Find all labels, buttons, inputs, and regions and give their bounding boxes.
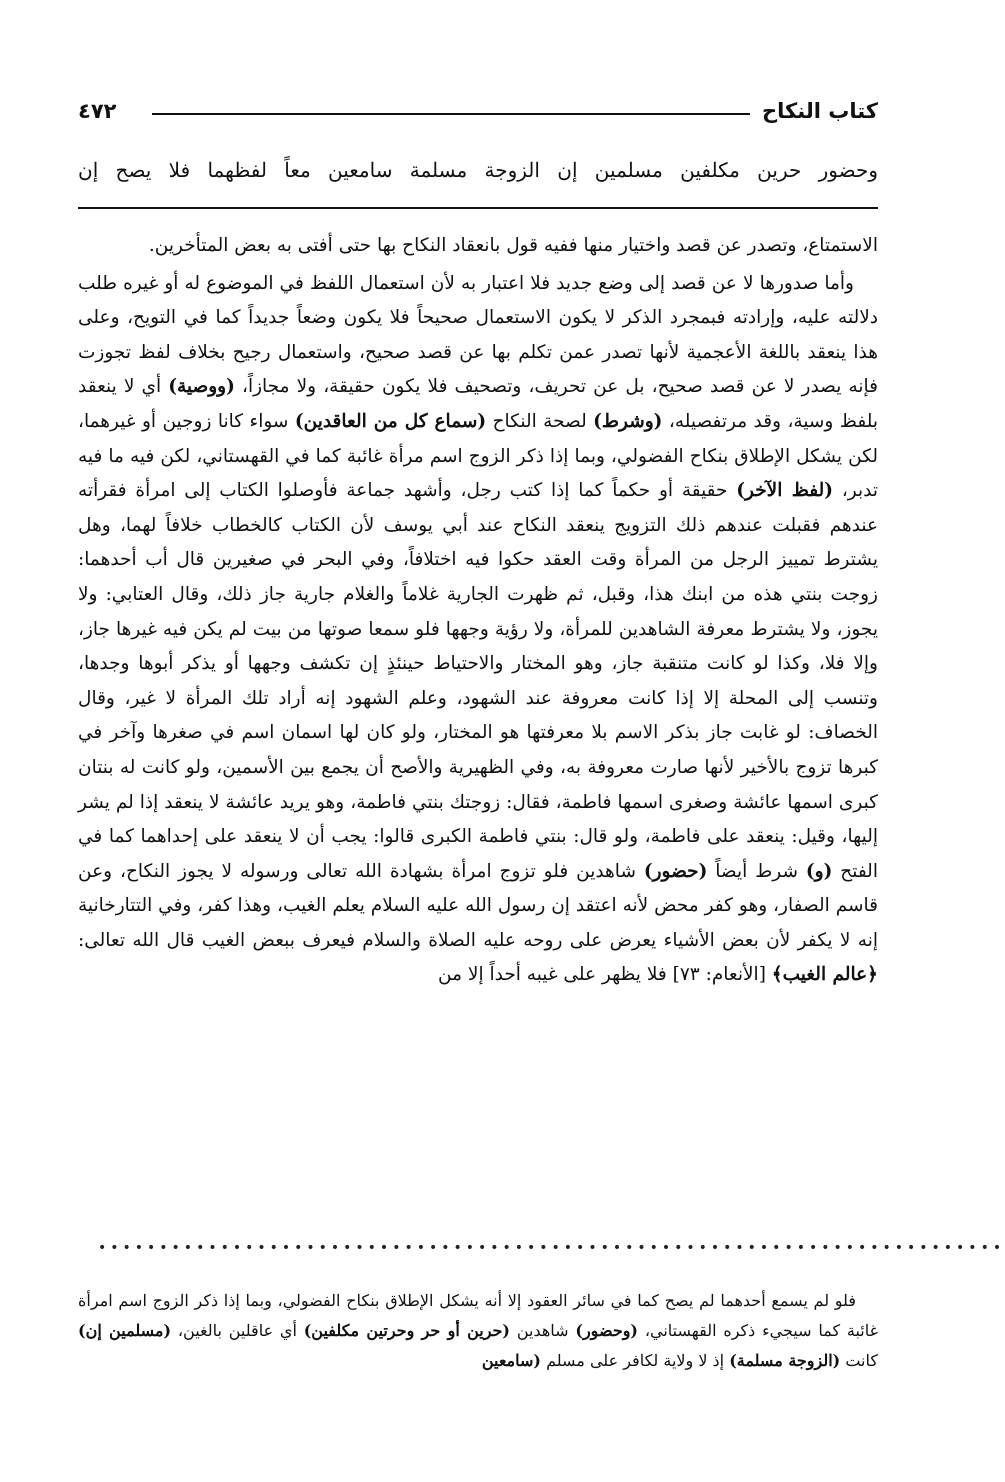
text-run: شرط أيضاً xyxy=(715,860,798,882)
matn-quote: (لفظ الآخر) xyxy=(736,480,834,502)
text-run: كانت xyxy=(845,1351,878,1370)
text-run: حقيقة أو حكماً كما إذا كتب رجل، وأشهد جماعة فأوصلوا الكتاب إلى امرأة فقرأته عندهم فقبلت عندهم ذلك التزويج ينعقد النكاح عند أبي يوسف لأن الكتاب كالخطاب خلافاً لهما، وهل يشترط تمييز الرجل من المرأة وقت العقد حكوا فيه اختلافاً، وفي البحر في صغيرين قال أب أحدهما: زوجت بنتي هذه من ابنك هذا، وقبل، ثم ظهرت الجارية غلاماً والغلام جارية جاز ذلك، وقال العتابي: ولا يجوز، ولا يشترط معرفة الشاهدين للمرأة، ولا رؤية وجهها فلو سمعا صوتها من بيت لم يكن فيه غيرها جاز، وإلا فلا، وكذا لو كانت متنقبة جاز، وهو المختار والاحتياط حينئذٍ إن تكشف وجهها أو يذكر أبوها وجدها، وتنسب إلى المحلة إلا إذا كانت معروفة عند الشهود، وعلم الشهود إنه أراد تلك المرأة لا غير، وقال الخصاف: لو غابت جاز بذكر الاسم بلا معرفتها هو المختار، ولو كان لها اسمان اسم في صغرها وآخر في كبرها تزوج بالأخير لأنها صارت معروفة به، وفي الظهيرية والأصح أن يجمع بين الأسمين، ولو كانت له بنتان كبرى اسمها عائشة وصغرى اسمها فاطمة، فقال: زوجتك بنتي فاطمة، وهو يريد عائشة لا ينعقد إذا لم يشر إليها، وقيل: ينعقد على فاطمة، ولو قال: بنتي فاطمة الكبرى قالوا: يجب أن لا ينعقد على إحداهما كما في الفتح xyxy=(78,480,878,882)
page-number: ٤٧٢ xyxy=(78,99,117,123)
matn-quote: (الزوجة مسلمة) xyxy=(729,1351,841,1370)
matn-divider xyxy=(78,207,878,209)
matn-quote: (وحضور) xyxy=(575,1321,638,1340)
matn-quote: (سماع كل من العاقدين) xyxy=(294,410,487,432)
matn-quote: (مسلمين إن) xyxy=(78,1321,172,1340)
footnote-commentary xyxy=(78,1286,878,1376)
header-rule xyxy=(152,113,750,115)
text-run: فلو لم يسمع أحدهما لم يصح كما في سائر العقود إلا أنه يشكل الإطلاق بنكاح الفضولي، وبما إذا ذكر الزوج اسم امرأة غائبة كما سيجيء ذكره القهستاني، xyxy=(78,1291,878,1340)
text-run: لصحة النكاح xyxy=(492,410,587,432)
matn-quote: (وشرط) xyxy=(593,410,663,432)
commentary-body xyxy=(78,229,878,993)
quran-quote: ﴿عالم الغيب﴾ xyxy=(771,964,878,986)
text-run: أي لا ينعقد بلفظ وسية، وقد مرتفصيله، xyxy=(78,376,878,432)
text-run: سواء كانا زوجين أو غيرهما، لكن يشكل الإطلاق بنكاح الفضولي، وبما إذا ذكر الزوج اسم مرأة غائبة كما في القهستاني، لكن فيه ما فيه تدبر، xyxy=(78,410,878,502)
chapter-title: كتاب النكاح xyxy=(762,99,878,123)
text-run: إذ لا ولاية لكافر على مسلم xyxy=(546,1351,725,1370)
matn-quote: (ووصية) xyxy=(168,376,235,398)
matn-quote: (سامعين xyxy=(481,1351,541,1370)
matn-quote: (حرين أو حر وحرتين مكلفين) xyxy=(303,1321,510,1340)
commentary-paragraph-1: الاستمتاع، وتصدر عن قصد واختيار منها ففيه قول بانعقاد النكاح بها حتى أفتى به بعض المتأخرين. xyxy=(148,235,878,256)
matn-quote: (و) xyxy=(805,860,833,882)
quran-reference: [الأنعام: ٧٣] xyxy=(672,964,766,986)
text-run: وأما صدورها لا عن قصد إلى وضع جديد فلا اعتبار به لأن استعمال اللفظ في الموضوع له أو غيره طلب دلالته عليه، وإرادته فبمجرد الذكر لا يكون الاستعمال صحيحاً فلا يكون وضعاً جديداً كما في التويح، وعلى هذا ينعقد باللغة الأعجمية لأنها تصدر عمن تكلم بها عن قصد صحيح، واستعمال رجيح بخلاف لفظ تجوزت فإنه يصدر لا عن قصد صحيح، بل عن تحريف، وتصحيف فلا يكون حقيقة، ولا مجازاً، xyxy=(78,272,878,398)
matn-text: وحضور حرين مكلفين مسلمين إن الزوجة مسلمة سامعين معاً لفظهما فلا يصح إن xyxy=(78,158,878,182)
dotted-separator: •••••••••••••••••••••••••••••••••••••••••••••••••••••••••••••••••••••••••• xyxy=(98,1240,1005,1256)
text-run: شاهدين فلو تزوج امرأة بشهادة الله تعالى ورسوله لا يجوز النكاح، وعن قاسم الصفار، وهو كفر محض لأنه اعتقد إن رسول الله عليه السلام يعلم الغيب، وهذا كفر، وفي التتارخانية إنه لا يكفر لأن بعض الأشياء يعرض على روحه عليه الصلاة والسلام فيعرف ببعض الغيب قال الله تعالى: xyxy=(78,860,878,951)
commentary-paragraph-2 xyxy=(78,267,878,993)
footnote-paragraph xyxy=(78,1286,878,1376)
text-run: فلا يظهر على غيبه أحداً إلا من xyxy=(438,964,667,986)
text-run: أي عاقلين بالغين، xyxy=(177,1321,297,1340)
matn-quote: (حضور) xyxy=(643,860,708,882)
text-run: شاهدين xyxy=(516,1321,569,1340)
running-header xyxy=(78,96,878,128)
book-page xyxy=(78,0,1005,1482)
